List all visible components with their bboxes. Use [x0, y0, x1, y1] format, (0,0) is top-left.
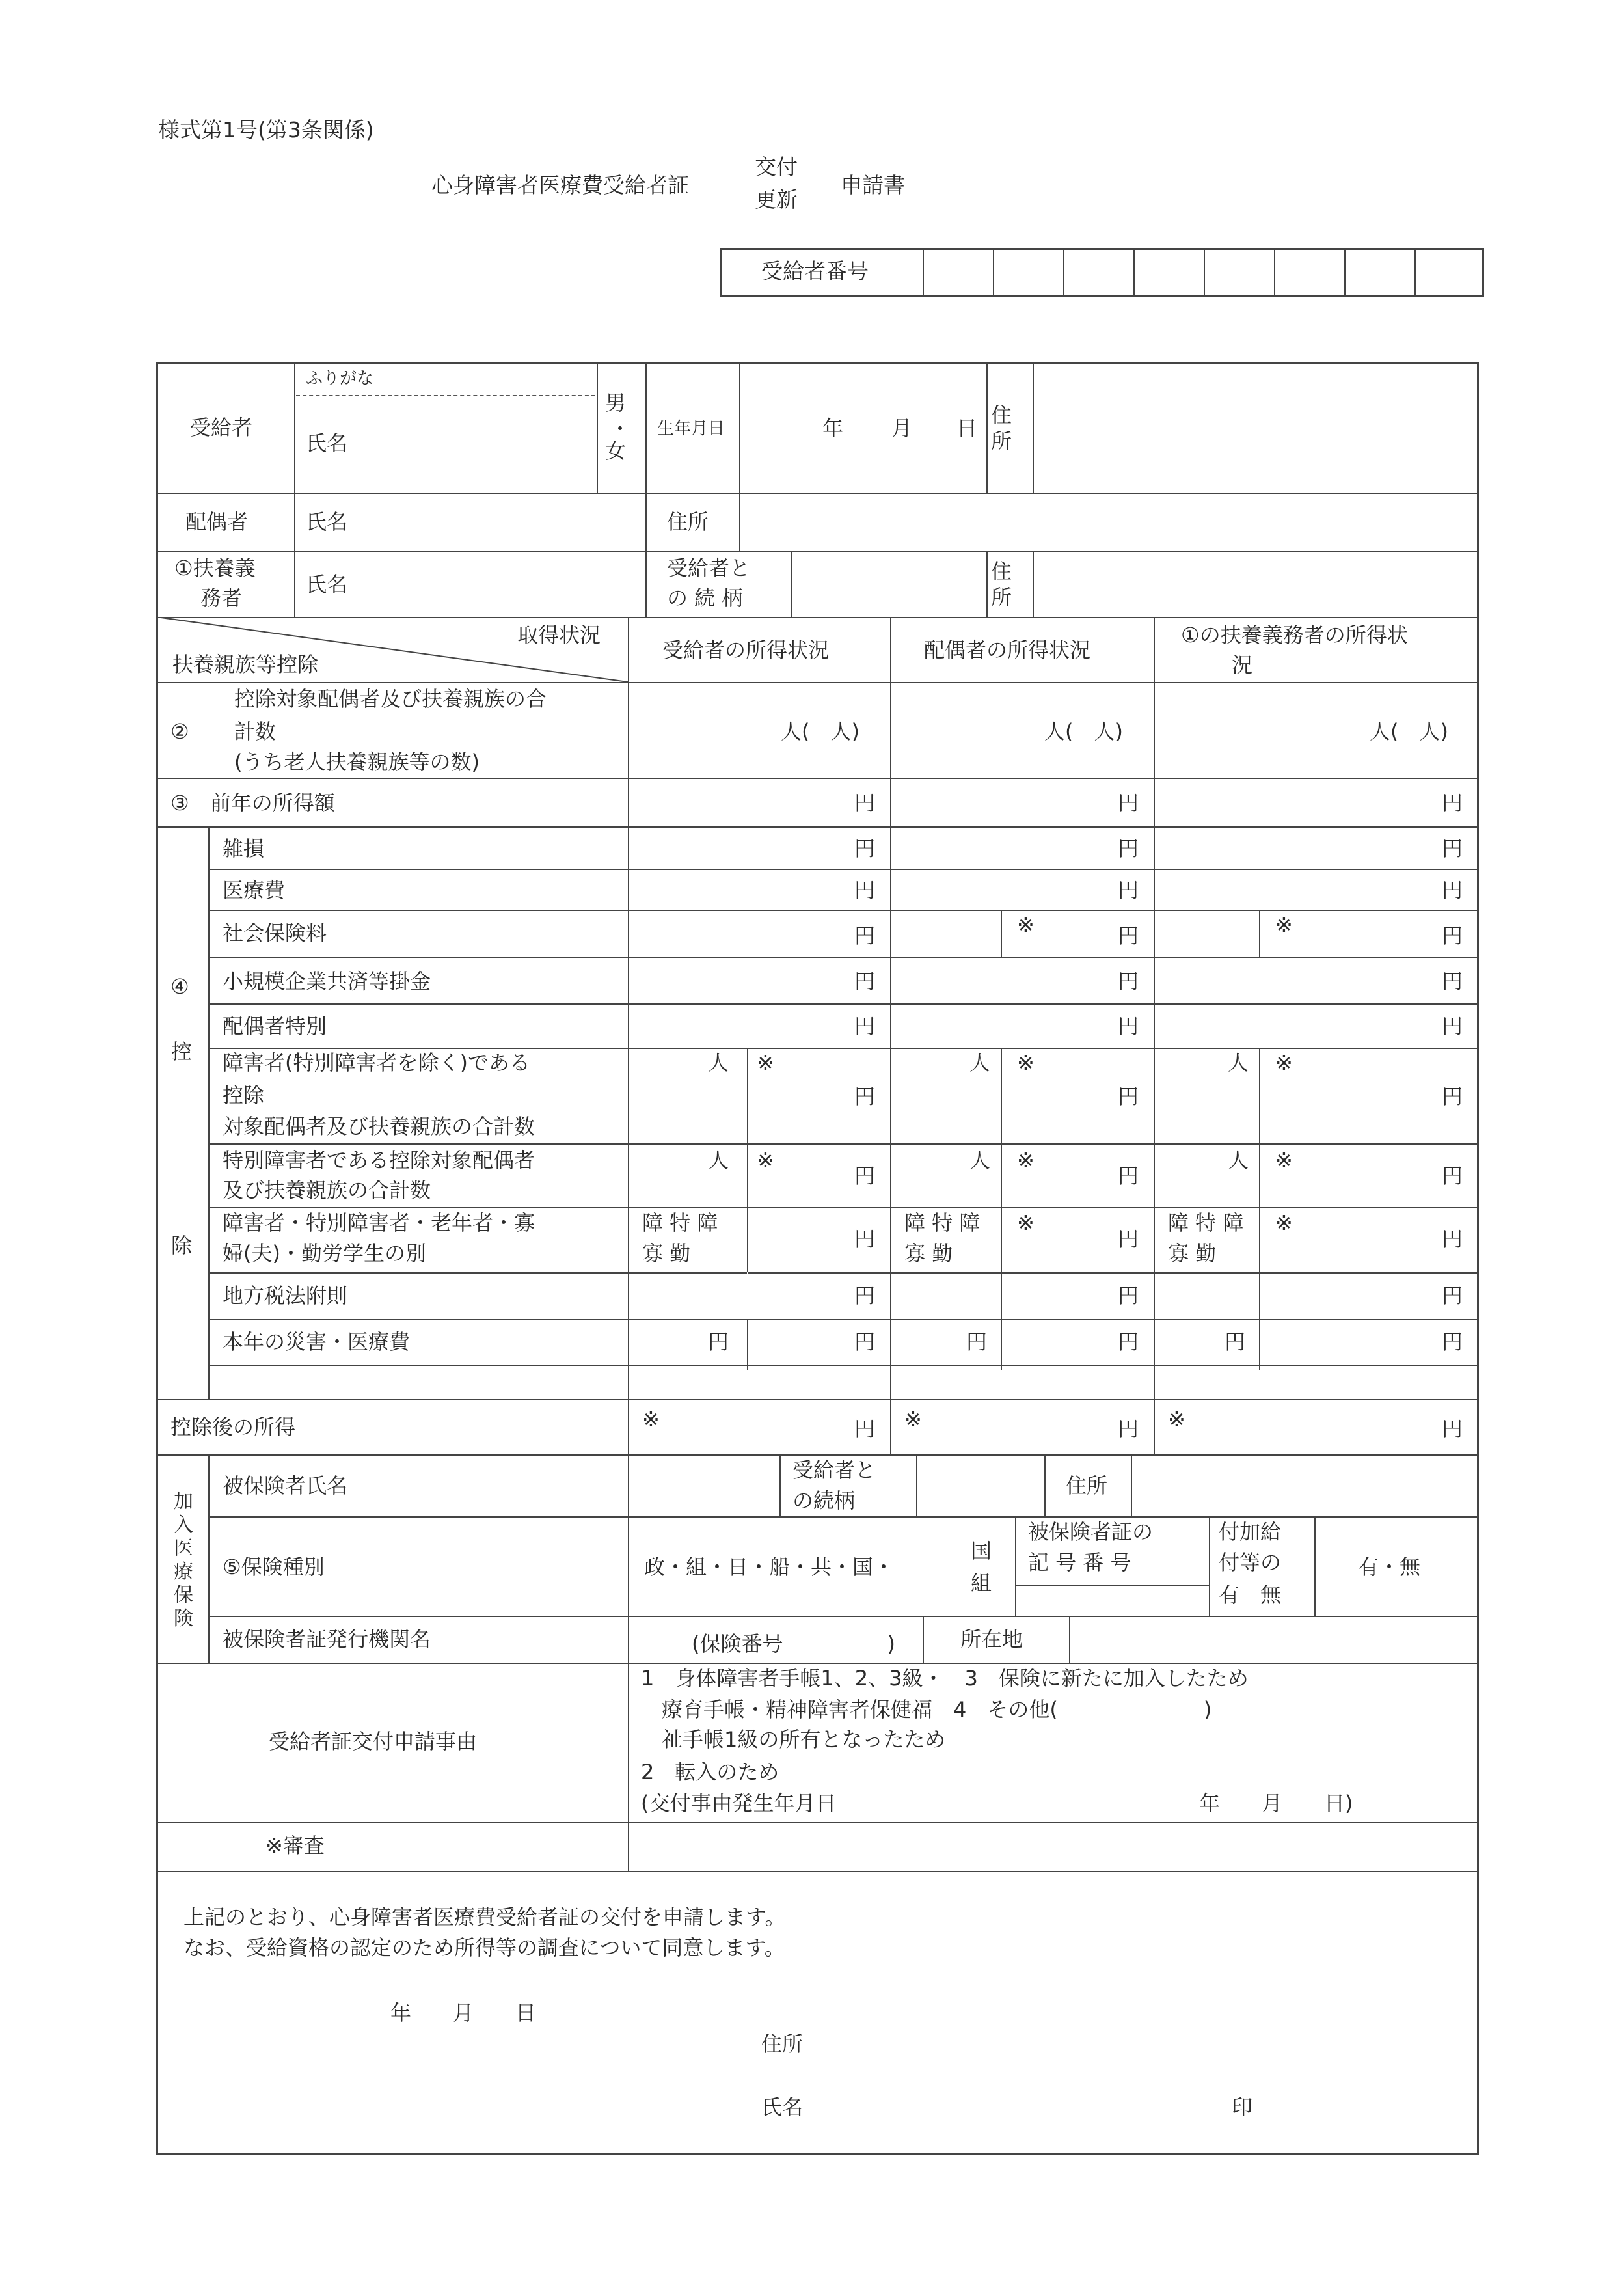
yen-mark: 円	[854, 1283, 876, 1308]
reason-line-1[interactable]: 1 身体障害者手帳1、2、3級・ 3 保険に新たに加入したため	[641, 1666, 1249, 1691]
row2-line3: (うち老人扶養親族等の数)	[234, 750, 480, 774]
yen-mark: 円	[1118, 791, 1139, 815]
insurer-number[interactable]: (保険番号 )	[692, 1631, 895, 1656]
yen-mark: 円	[854, 791, 876, 815]
category-marks-1[interactable]: 障 特 障	[642, 1210, 718, 1235]
category-marks-1[interactable]: 障 特 障	[1168, 1210, 1244, 1235]
person-mark: 人	[1228, 1148, 1249, 1173]
insurance-type-options[interactable]: 政・組・日・船・共・国・	[644, 1555, 895, 1579]
person-mark: 人	[708, 1050, 729, 1075]
reason-date[interactable]: 年 月 日)	[1199, 1791, 1353, 1816]
spouse-label: 配偶者	[185, 510, 249, 534]
birth-year: 年	[822, 416, 844, 441]
yen-mark: 円	[854, 878, 876, 903]
supporter-address-1: 住	[991, 559, 1012, 584]
location-label: 所在地	[960, 1627, 1023, 1652]
yen-mark: 円	[1225, 1329, 1246, 1354]
yen-mark: 円	[1442, 878, 1463, 903]
supporter-relation-1: 受給者と	[667, 556, 751, 580]
deduct-char-2: 除	[171, 1233, 193, 1258]
kome-mark: ※	[1275, 1050, 1293, 1075]
yen-mark: 円	[1442, 1014, 1463, 1039]
row-local-tax: 地方税法附則	[223, 1283, 348, 1308]
row-spouse-special: 配偶者特別	[223, 1014, 327, 1039]
furigana-label: ふりがな	[306, 369, 374, 388]
yen-mark: 円	[1442, 791, 1463, 815]
yen-mark: 円	[854, 1164, 876, 1188]
yen-mark: 円	[854, 923, 876, 948]
person-mark: 人	[708, 1148, 729, 1173]
deduct-number: ④	[170, 974, 189, 999]
kome-mark: ※	[757, 1148, 774, 1173]
row2-number: ②	[170, 719, 189, 744]
birth-month: 月	[891, 416, 913, 441]
person-mark: 人	[969, 1050, 991, 1075]
reason-label: 受給者証交付申請事由	[269, 1729, 478, 1754]
birth-day: 日	[956, 416, 978, 441]
reason-line-2[interactable]: 療育手帳・精神障害者保健福 4 その他( )	[641, 1697, 1212, 1722]
gender-dot: ・	[610, 416, 631, 441]
row-disabled-2: 控除	[223, 1083, 265, 1108]
reason-line-3: 祉手帳1級の所有となったため	[641, 1727, 946, 1752]
yen-mark: 円	[1442, 1329, 1463, 1354]
row2-persons-2[interactable]: 人( 人)	[1044, 719, 1123, 744]
kome-mark: ※	[1168, 1407, 1185, 1432]
row-zasson: 雑損	[223, 836, 265, 861]
recipient-label: 受給者	[190, 415, 253, 440]
row2-line1: 控除対象配偶者及び扶養親族の合	[234, 687, 547, 711]
yen-mark: 円	[1118, 878, 1139, 903]
col-spouse-income: 配偶者の所得状況	[924, 638, 1091, 662]
category-marks-1[interactable]: 障 特 障	[904, 1210, 981, 1235]
corner-top-label: 取得状況	[517, 623, 601, 647]
yen-mark: 円	[854, 1084, 876, 1109]
yen-mark: 円	[1118, 1084, 1139, 1109]
yen-mark: 円	[854, 836, 876, 861]
reason-line-4[interactable]: 2 転入のため	[641, 1760, 779, 1784]
declaration-date[interactable]: 年 月 日	[390, 2000, 537, 2025]
yen-mark: 円	[1442, 1283, 1463, 1308]
yen-mark: 円	[1442, 836, 1463, 861]
insurance-side-label: 加入医療保険	[174, 1490, 193, 1630]
deduct-char-1: 控	[171, 1039, 193, 1064]
declaration-name-label: 氏名	[761, 2095, 804, 2119]
yen-mark: 円	[1118, 1164, 1139, 1188]
issuer-label: 被保険者証発行機関名	[223, 1627, 431, 1652]
kome-mark: ※	[904, 1407, 922, 1432]
insured-name-label: 被保険者氏名	[223, 1473, 348, 1498]
kome-mark: ※	[1017, 912, 1035, 937]
yen-mark: 円	[1442, 923, 1463, 948]
row-disaster-medical: 本年の災害・医療費	[223, 1329, 411, 1354]
row-special-disabled-1: 特別障害者である控除対象配偶者	[223, 1148, 535, 1173]
benefit-yes-no[interactable]: 有・無	[1358, 1555, 1421, 1579]
declaration-address-label: 住所	[761, 2032, 804, 2056]
title-option-renew: 更新	[755, 187, 798, 212]
category-marks-2[interactable]: 寡 勤	[1168, 1241, 1217, 1266]
row-social-insurance: 社会保険料	[223, 921, 327, 946]
row-special-disabled-2: 及び扶養親族の合計数	[223, 1178, 431, 1203]
declaration-line-1: 上記のとおり、心身障害者医療費受給者証の交付を申請します。	[183, 1905, 786, 1929]
row2-persons-3[interactable]: 人( 人)	[1370, 719, 1448, 744]
yen-mark: 円	[1118, 1227, 1139, 1251]
kokuho-char-1: 国	[971, 1538, 992, 1563]
spouse-address-label: 住所	[667, 510, 709, 534]
yen-mark: 円	[1442, 1164, 1463, 1188]
recipient-name-label: 氏名	[306, 431, 348, 456]
gender-male[interactable]: 男	[605, 390, 627, 415]
card-number-label-2: 記 号 番 号	[1028, 1550, 1131, 1575]
person-mark: 人	[969, 1148, 991, 1173]
form-title: 心身障害者医療費受給者証	[431, 172, 689, 198]
row-medical: 医療費	[223, 878, 286, 903]
recipient-number-digit[interactable]	[923, 248, 993, 297]
row2-line2: 計数	[234, 719, 277, 744]
title-option-issue: 交付	[755, 154, 798, 180]
supporter-relation-2: の 続 柄	[667, 586, 743, 610]
supporter-address-2: 所	[991, 585, 1012, 610]
birthdate-label: 生年月日	[657, 419, 725, 439]
category-marks-2[interactable]: 寡 勤	[642, 1241, 691, 1266]
row3-label: ③ 前年の所得額	[170, 791, 335, 815]
row-after-deduction: 控除後の所得	[170, 1415, 296, 1439]
kokuho-char-2: 組	[971, 1571, 992, 1596]
insured-address-label: 住所	[1066, 1473, 1108, 1498]
review-label: ※審査	[265, 1833, 325, 1858]
form-number: 様式第1号(第3条関係)	[158, 117, 374, 143]
yen-mark: 円	[1118, 836, 1139, 861]
yen-mark: 円	[854, 969, 876, 994]
yen-mark: 円	[1442, 1084, 1463, 1109]
category-marks-2[interactable]: 寡 勤	[904, 1241, 953, 1266]
col-supporter-income-1: ①の扶養義務者の所得状	[1181, 623, 1408, 647]
yen-mark: 円	[1118, 923, 1139, 948]
supporter-label-2: 務者	[200, 586, 243, 610]
insured-relation-2: の続柄	[792, 1488, 856, 1513]
person-mark: 人	[1228, 1050, 1249, 1075]
row2-persons-1[interactable]: 人( 人)	[781, 719, 859, 744]
yen-mark: 円	[1118, 969, 1139, 994]
recipient-address-label-1: 住	[991, 403, 1012, 428]
benefit-label-2: 付等の	[1219, 1550, 1282, 1575]
spouse-name-label: 氏名	[306, 510, 348, 534]
supporter-name-label: 氏名	[306, 572, 348, 597]
yen-mark: 円	[1118, 1014, 1139, 1039]
col-recipient-income: 受給者の所得状況	[662, 638, 830, 662]
seal-mark: 印	[1232, 2095, 1253, 2119]
recipient-number-label: 受給者番号	[761, 258, 869, 284]
row-small-business: 小規模企業共済等掛金	[223, 969, 431, 994]
row-category-1: 障害者・特別障害者・老年者・寡	[223, 1210, 535, 1235]
yen-mark: 円	[854, 1227, 876, 1251]
row-disabled-3: 対象配偶者及び扶養親族の合計数	[223, 1114, 535, 1139]
benefit-label-1: 付加給	[1219, 1519, 1282, 1544]
insurance-type-label: ⑤保険種別	[223, 1555, 325, 1579]
yen-mark: 円	[1118, 1417, 1139, 1441]
yen-mark: 円	[854, 1417, 876, 1441]
kome-mark: ※	[642, 1407, 660, 1432]
kome-mark: ※	[1017, 1148, 1035, 1173]
gender-female[interactable]: 女	[605, 439, 627, 463]
yen-mark: 円	[854, 1329, 876, 1354]
col-supporter-income-2: 況	[1232, 653, 1253, 677]
recipient-address-label-2: 所	[991, 429, 1012, 454]
declaration-line-2: なお、受給資格の認定のため所得等の調査について同意します。	[183, 1935, 785, 1960]
kome-mark: ※	[1275, 1148, 1293, 1173]
yen-mark: 円	[708, 1329, 729, 1354]
title-tail: 申請書	[841, 172, 905, 198]
row-category-2: 婦(夫)・勤労学生の別	[223, 1241, 426, 1266]
card-number-label-1: 被保険者証の	[1028, 1519, 1154, 1544]
supporter-label-1: ①扶養義	[174, 556, 256, 580]
insured-relation-1: 受給者と	[792, 1458, 876, 1482]
yen-mark: 円	[966, 1329, 988, 1354]
reason-line-5: (交付事由発生年月日	[641, 1791, 837, 1816]
yen-mark: 円	[1442, 969, 1463, 994]
row-disabled-1: 障害者(特別障害者を除く)である	[223, 1050, 530, 1075]
kome-mark: ※	[1275, 912, 1293, 937]
kome-mark: ※	[1017, 1210, 1035, 1235]
yen-mark: 円	[854, 1014, 876, 1039]
kome-mark: ※	[1017, 1050, 1035, 1075]
benefit-label-3: 有 無	[1219, 1583, 1282, 1607]
yen-mark: 円	[1442, 1417, 1463, 1441]
yen-mark: 円	[1442, 1227, 1463, 1251]
kome-mark: ※	[1275, 1210, 1293, 1235]
kome-mark: ※	[757, 1050, 774, 1075]
corner-bottom-label: 扶養親族等控除	[172, 652, 319, 677]
yen-mark: 円	[1118, 1283, 1139, 1308]
yen-mark: 円	[1118, 1329, 1139, 1354]
